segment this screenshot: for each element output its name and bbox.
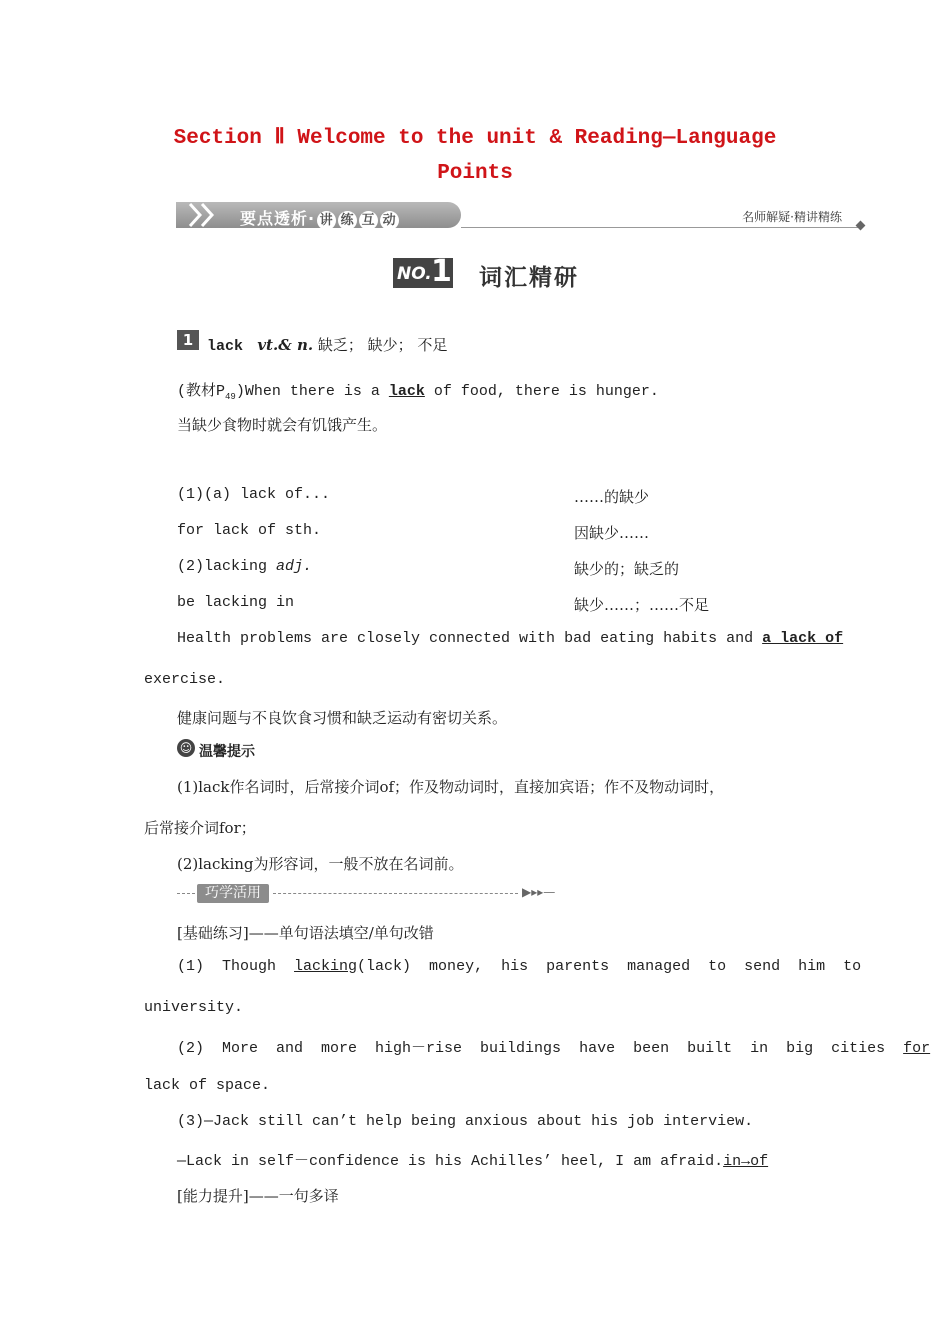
textbook-example — [177, 379, 659, 402]
example-pre: )When there is a — [235, 383, 389, 400]
phrase-en — [177, 558, 312, 575]
question-3-line2 — [177, 1149, 768, 1170]
entry-word: lack — [207, 338, 244, 355]
sentence-cn: 健康问题与不良饮食习惯和缺乏运动有密切关系。 — [177, 709, 508, 727]
question-2-cont: lack of space. — [144, 1077, 271, 1094]
q3-line2-text: —Lack in self－confidence is his Achilles’ heel, I am afraid. — [177, 1153, 724, 1170]
basic-practice-heading: [基础练习]——单句语法填空/单句改错 — [177, 924, 434, 942]
section-title-line2: Points — [437, 162, 513, 185]
example-translation: 当缺少食物时就会有饥饿产生。 — [177, 416, 388, 434]
phrase-en: (1)(a) lack of... — [177, 486, 331, 503]
no-number: 1 — [431, 254, 452, 289]
diamond-icon — [856, 221, 866, 231]
example-prefix: (教材P — [177, 383, 226, 400]
question-1 — [177, 958, 861, 975]
sentence-pre: Health problems are closely connected with bad eating habits and — [177, 630, 763, 647]
example-page: 49 — [225, 392, 236, 402]
tip-line1-cont: 后常接介词for； — [144, 819, 256, 837]
banner-right-text: 名师解疑·精讲精练 — [742, 210, 842, 224]
double-chevron-icon — [186, 202, 222, 228]
phrase-cn: ……的缺少 — [574, 488, 650, 506]
question-2 — [177, 1036, 930, 1057]
q2-pre: (2) More and more high－rise buildings have been built in big cities — [177, 1040, 904, 1057]
q3-answer: in→of — [723, 1153, 769, 1170]
arrows-icon: ▶▸▸— — [522, 885, 556, 899]
banner-rule — [461, 227, 861, 228]
section-heading: 词汇精研 — [479, 265, 579, 291]
section-number-badge — [393, 254, 453, 289]
phrase-cn: 缺少……；……不足 — [574, 596, 710, 614]
banner-circled-char: 讲 — [317, 211, 336, 230]
example-key: lack — [388, 383, 425, 400]
phrase-cn: 因缺少…… — [574, 524, 650, 542]
banner-label — [240, 206, 399, 230]
banner-circled-char: 动 — [380, 211, 399, 230]
q1-post: (lack) money, his parents managed to send him to — [357, 958, 862, 975]
phrase-en: be lacking in — [177, 594, 295, 611]
phrase-en: for lack of sth. — [177, 522, 322, 539]
key-points-banner — [176, 200, 866, 232]
entry-headline — [207, 334, 447, 355]
phrase-cn: 缺少的；缺乏的 — [574, 560, 680, 578]
phrase-en-text: (2)lacking — [177, 558, 277, 575]
section-title-line1: Section Ⅱ Welcome to the unit & Reading—Language — [173, 127, 777, 150]
sentence-en — [177, 630, 843, 647]
example-post: of food, there is hunger. — [424, 383, 659, 400]
advanced-practice-heading: [能力提升]——一句多译 — [177, 1187, 339, 1205]
q1-pre: (1) Though — [177, 958, 295, 975]
banner-circled-char: 练 — [338, 211, 357, 230]
no-label: NO. — [397, 264, 432, 284]
divider-dash — [273, 893, 518, 894]
practice-tag: 巧学活用 — [197, 884, 269, 903]
tip-label: 温馨提示 — [199, 744, 255, 760]
sentence-key: a lack of — [762, 630, 844, 647]
phrase-en-pos: adj. — [276, 558, 313, 575]
tip-line1: (1)lack作名词时，后常接介词of；作及物动词时，直接加宾语；作不及物动词时， — [177, 778, 725, 796]
smiley-icon: ☺ — [177, 739, 195, 757]
entry-meaning: 缺乏； 缺少； 不足 — [317, 336, 448, 354]
banner-circled-char: 互 — [359, 211, 378, 230]
banner-main-text: 要点透析· — [240, 209, 316, 228]
question-3-line1: (3)—Jack still can’t help being anxious about his job interview. — [177, 1113, 754, 1130]
q2-answer: for — [903, 1040, 931, 1057]
sentence-en-cont: exercise. — [144, 671, 226, 688]
entry-pos: vt.& n. — [257, 336, 314, 354]
question-1-cont: university. — [144, 999, 244, 1016]
divider-dash — [177, 893, 195, 894]
tip-line2: (2)lacking为形容词，一般不放在名词前。 — [177, 855, 464, 873]
entry-number-badge: 1 — [177, 330, 199, 350]
q1-answer: lacking — [294, 958, 358, 975]
practice-divider — [177, 884, 557, 904]
